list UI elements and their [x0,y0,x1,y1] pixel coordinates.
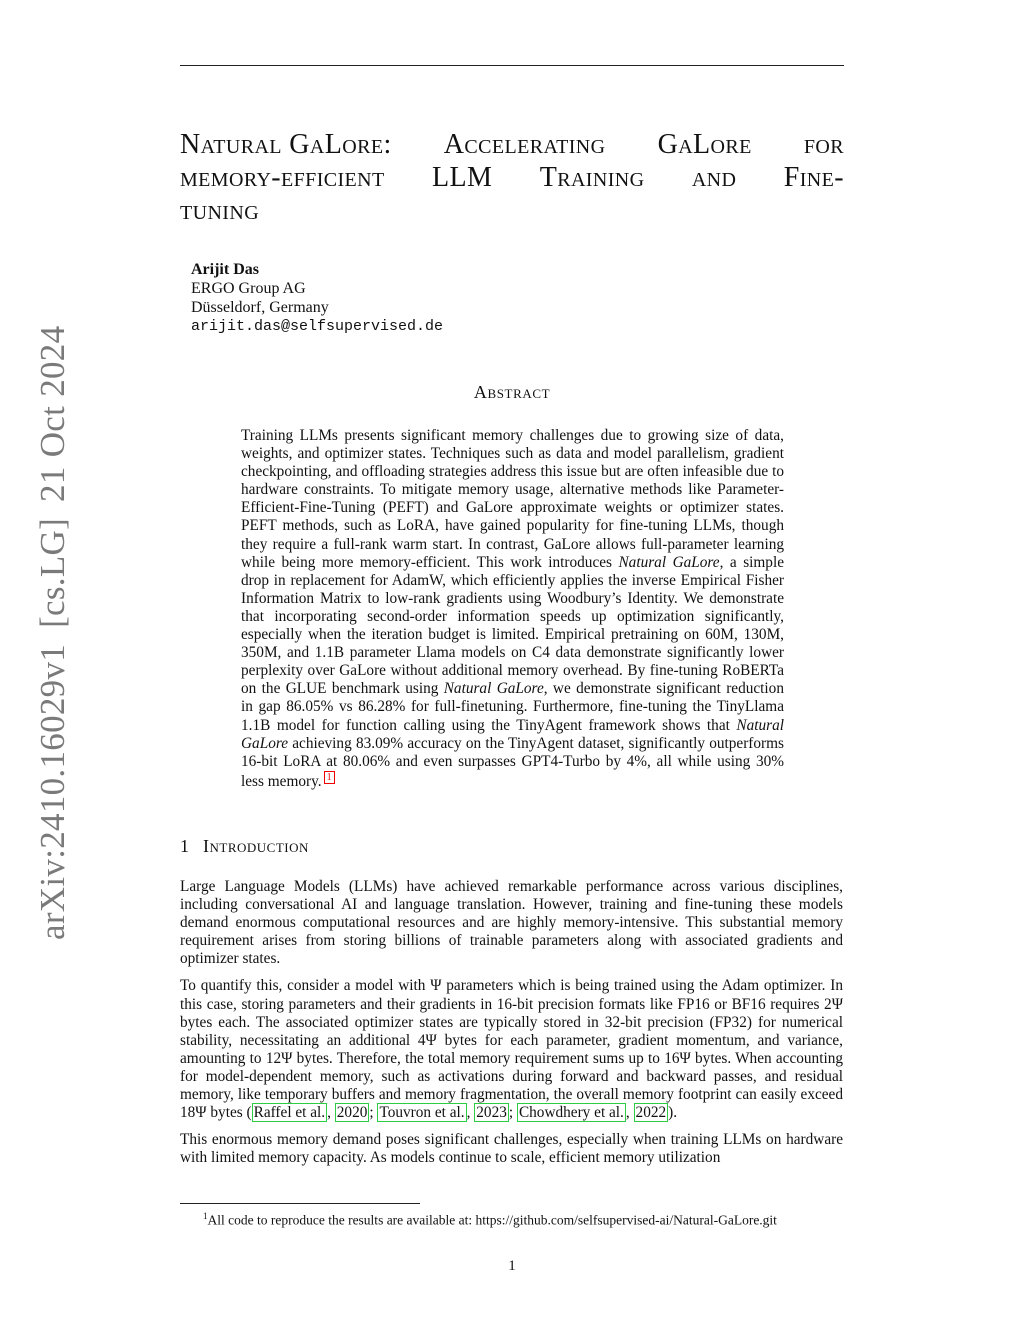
title-word: Accelerating [443,129,606,160]
citation-link[interactable] [377,1103,466,1122]
citation-author: Chowdhery et al. [518,1104,624,1122]
paragraph: Large Language Models (LLMs) have achieved remarkable performance across various disciplines, including conversational AI and language translation. However, training and fine-tuning these models demand enormous computational resources and are highly memory-intensive. This substantial memory requirement arises from storing billions of trainable parameters along with associated gradients and optimizer states. [180,878,843,968]
arxiv-id: arXiv:2410.16029v1 [33,643,72,940]
title-word: LLM [432,162,493,193]
page-number: 1 [508,1258,516,1274]
arxiv-category: [cs.LG] [33,517,72,628]
abstract-heading: Abstract [473,382,551,402]
paragraph: This enormous memory demand poses significant challenges, especially when training LLMs on hardware with limited memory capacity. As models continue to scale, efficient memory utilization [180,1131,843,1167]
author-location: Düsseldorf, Germany [191,299,329,316]
citation-year: 2023 [476,1104,507,1122]
citation-author: Touvron et al. [379,1104,465,1122]
section-title: Introduction [203,836,309,856]
citation-link[interactable] [252,1103,328,1122]
citation-link[interactable] [517,1103,626,1122]
header-rule [180,65,844,66]
paper-title [180,128,844,227]
section-heading [180,836,309,857]
footnote-marker: 1 [203,1211,208,1221]
footnote-rule [180,1203,420,1204]
abstract-text-part: , we demonstrate significant reduction in gap 86.05% vs 86.28% for full-finetuning. Furthermore, fine-tuning the TinyLlama 1.1B model for function calling using the TinyAgent framework shows that [241,680,784,734]
abstract-text-part: achieving 83.09% accuracy on the TinyAgent dataset, significantly outperforms 16-bit LoRA at 80.06% and even surpasses GPT4-Turbo by 4%, all while using 30% less memory. [241,734,784,790]
citation-link[interactable] [634,1103,669,1122]
title-line-1 [180,128,844,161]
citation-author: Raffel et al. [253,1104,326,1122]
title-line-3 [180,194,844,227]
method-name: Natural GaLore [241,716,784,752]
paragraph-text: To quantify this, consider a model with Ψ parameters which is being trained using the Adam optimizer. In this case, storing parameters and their gradients in 16-bit precision formats like FP16 or BF16 requires 2Ψ bytes each. The associated optimizer states are typically stored in 32-bit precision (FP32) for numerical stability, necessitating an additional 4Ψ bytes for each parameter, gradient momentum, and variance, amounting to 12Ψ bytes. Therefore, the total memory requirement sums up to 16Ψ bytes. When accounting for model-dependent memory, such as activations during forward and backward passes, and residual memory, like temporary buffers and memory fragmentation, the overall memory footprint can easily exceed 18Ψ bytes ( [180,977,843,1122]
title-word: and [691,162,737,193]
title-word: tuning [180,195,260,226]
footnote-text[interactable]: All code to reproduce the results are available at: https://github.com/selfsupervised-ai/Natural-GaLore.git [207,1212,777,1228]
footnote-link[interactable]: 1 [324,771,335,784]
citation-year: 2022 [635,1104,667,1122]
paragraph: To quantify this, consider a model with Ψ parameters which is being trained using the Adam optimizer. In this case, storing parameters and their gradients in 16-bit precision formats like FP16 or BF16 requires 2Ψ bytes each. The associated optimizer states are typically stored in 32-bit precision (FP32) for numerical stability, necessitating an additional 4Ψ bytes for each parameter, gradient momentum, and variance, amounting to 12Ψ bytes. Therefore, the total memory requirement sums up to 16Ψ bytes. When accounting for model-dependent memory, such as activations during forward and backward passes, and residual memory, like temporary buffers and memory fragmentation, the overall memory footprint can easily exceed 18Ψ bytes ( Raffel et al. , 2020 ; Touvron et al. , 2023 ; Chowdhery et al. , 2022 ). [180,977,843,1122]
arxiv-date: 21 Oct 2024 [33,325,72,502]
citation-link[interactable] [335,1103,370,1122]
author-email[interactable]: arijit.das@selfsupervised.de [191,318,444,335]
abstract-text [241,427,784,791]
abstract-text-part: , a simple drop in replacement for AdamW, which efficiently applies the inverse Empirical Fisher Information Matrix to low-rank gradients using Woodbury’s Identity. We demonstrate that incorporating second-order information speeds up optimization significantly, especially when the iteration budget is limited. Empirical pretraining on 60M, 130M, 350M, and 1.1B parameter Llama models on C4 data demonstrate significantly lower perplexity over GaLore without additional memory overhead. By fine-tuning RoBERTa on the GLUE benchmark using [241,553,784,698]
title-word: Natural GaLore: [180,129,392,160]
citation-link[interactable] [474,1103,509,1122]
arxiv-stamp [33,310,73,940]
paragraph-text: ). [668,1104,678,1122]
title-word: memory-efficient [180,162,385,193]
title-line-2 [180,161,844,194]
method-name: Natural GaLore [443,680,544,698]
title-word: GaLore [657,129,752,160]
author-block [191,260,443,336]
method-name: Natural GaLore [618,553,720,571]
author-name: Arijit Das [191,261,259,278]
section-body [180,878,843,1176]
title-word: Training [539,162,645,193]
citation-year: 2020 [336,1104,368,1122]
footnote [203,1208,777,1229]
abstract-text-part: Training LLMs presents significant memory challenges due to growing size of data, weights, and optimizer states. Techniques such as data and model parallelism, gradient checkpointing, and offloading strategies address this issue but are often infeasible due to hardware constraints. To mitigate memory usage, alternative methods like Parameter-Efficient-Fine-Tuning (PEFT) and GaLore approximate weights or optimizer states. PEFT methods, such as LoRA, have gained popularity for fine-tuning LLMs, though they require a full-rank warm start. In contrast, GaLore allows full-parameter learning while being more memory-efficient. This work introduces [241,427,784,571]
section-number: 1 [180,836,189,856]
title-word: for [803,129,844,160]
author-affiliation: ERGO Group AG [191,280,306,297]
title-word: Fine- [783,162,844,193]
